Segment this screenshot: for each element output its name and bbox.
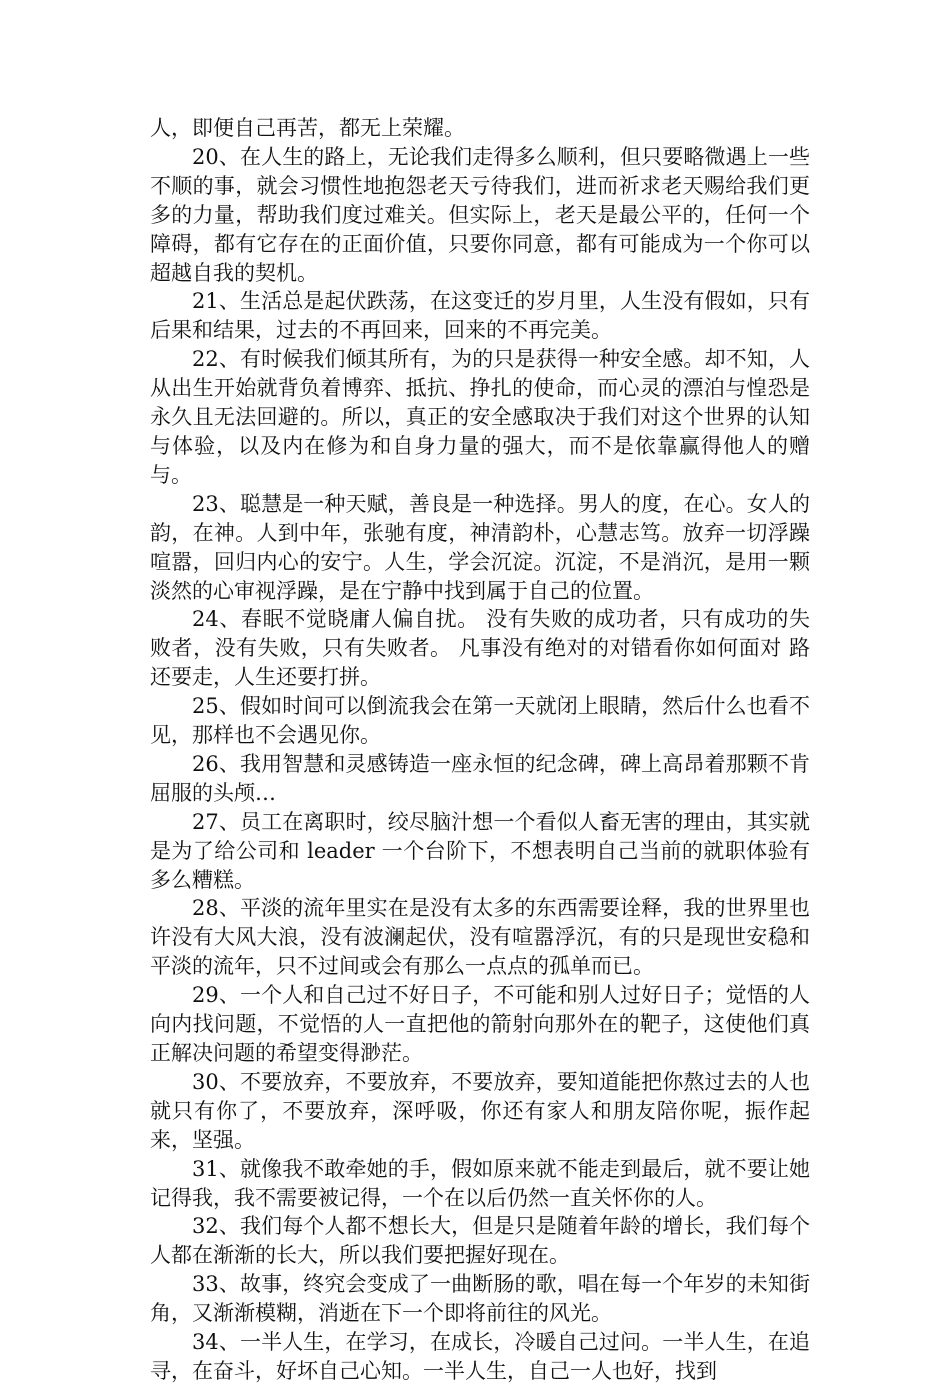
paragraph-31: 31、就像我不敢牵她的手，假如原来就不能走到最后，就不要让她记得我，我不需要被记得，一个在以后仍然一直关怀你的人。 (150, 1156, 810, 1210)
paragraph-32: 32、我们每个人都不想长大，但是只是随着年龄的增长，我们每个人都在渐渐的长大，所以我们要把握好现在。 (150, 1214, 810, 1268)
paragraph-22: 22、有时候我们倾其所有，为的只是获得一种安全感。却不知，人从出生开始就背负着博弈、抵抗、挣扎的使命，而心灵的漂泊与惶恐是永久且无法回避的。所以，真正的安全感取决于我们对这个世界的认知与体验，以及内在修为和自身力量的强大，而不是依靠赢得他人的赠与。 (150, 347, 810, 487)
paragraph-26: 26、我用智慧和灵感铸造一座永恒的纪念碑，碑上高昂着那颗不肯屈服的头颅… (150, 751, 810, 805)
paragraph-24: 24、春眠不觉晓庸人偏自扰。 没有失败的成功者，只有成功的失败者，没有失败，只有失败者。 凡事没有绝对的对错看你如何面对 路还要走，人生还要打拼。 (150, 607, 810, 690)
paragraph-33: 33、故事，终究会变成了一曲断肠的歌，唱在每一个年岁的未知街角，又渐渐模糊，消逝在下一个即将前往的风光。 (150, 1272, 810, 1326)
paragraph-29: 29、一个人和自己过不好日子，不可能和别人过好日子；觉悟的人向内找问题，不觉悟的人一直把他的箭射向那外在的靶子，这使他们真正解决问题的希望变得渺茫。 (150, 983, 810, 1065)
paragraph-34: 34、一半人生，在学习，在成长，冷暖自己过问。一半人生，在追寻，在奋斗，好坏自己心知。一半人生，自己一人也好，找到 (150, 1330, 810, 1383)
paragraph-21: 21、生活总是起伏跌荡，在这变迁的岁月里，人生没有假如，只有后果和结果，过去的不再回来，回来的不再完美。 (150, 289, 810, 343)
document-body (150, 114, 810, 1386)
paragraph-27: 27、员工在离职时，绞尽脑汁想一个看似人畜无害的理由，其实就是为了给公司和 leader 一个台阶下，不想表明自己当前的就职体验有多么糟糕。 (150, 809, 810, 892)
paragraph-30: 30、不要放弃，不要放弃，不要放弃，要知道能把你熬过去的人也就只有你了，不要放弃，深呼吸，你还有家人和朋友陪你呢，振作起来，坚强。 (150, 1069, 810, 1152)
paragraph-28: 28、平淡的流年里实在是没有太多的东西需要诠释，我的世界里也许没有大风大浪，没有波澜起伏，没有喧嚣浮沉，有的只是现世安稳和平淡的流年，只不过间或会有那么一点点的孤单而已。 (150, 896, 810, 979)
paragraph-continuation: 人，即便自己再苦，都无上荣耀。 (150, 116, 465, 140)
paragraph-25: 25、假如时间可以倒流我会在第一天就闭上眼睛，然后什么也看不见，那样也不会遇见你。 (150, 694, 810, 748)
paragraph-23: 23、聪慧是一种天赋，善良是一种选择。男人的度，在心。女人的韵，在神。人到中年，张驰有度，神清韵朴，心慧志笃。放弃一切浮躁喧嚣，回归内心的安宁。人生，学会沉淀。沉淀，不是消沉，是用一颗淡然的心审视浮躁，是在宁静中找到属于自己的位置。 (150, 491, 810, 603)
paragraph-20: 20、在人生的路上，无论我们走得多么顺利，但只要略微遇上一些不顺的事，就会习惯性地抱怨老天亏待我们，进而祈求老天赐给我们更多的力量，帮助我们度过难关。但实际上，老天是最公平的，任何一个障碍，都有它存在的正面价值，只要你同意，都有可能成为一个你可以超越自我的契机。 (150, 144, 810, 285)
